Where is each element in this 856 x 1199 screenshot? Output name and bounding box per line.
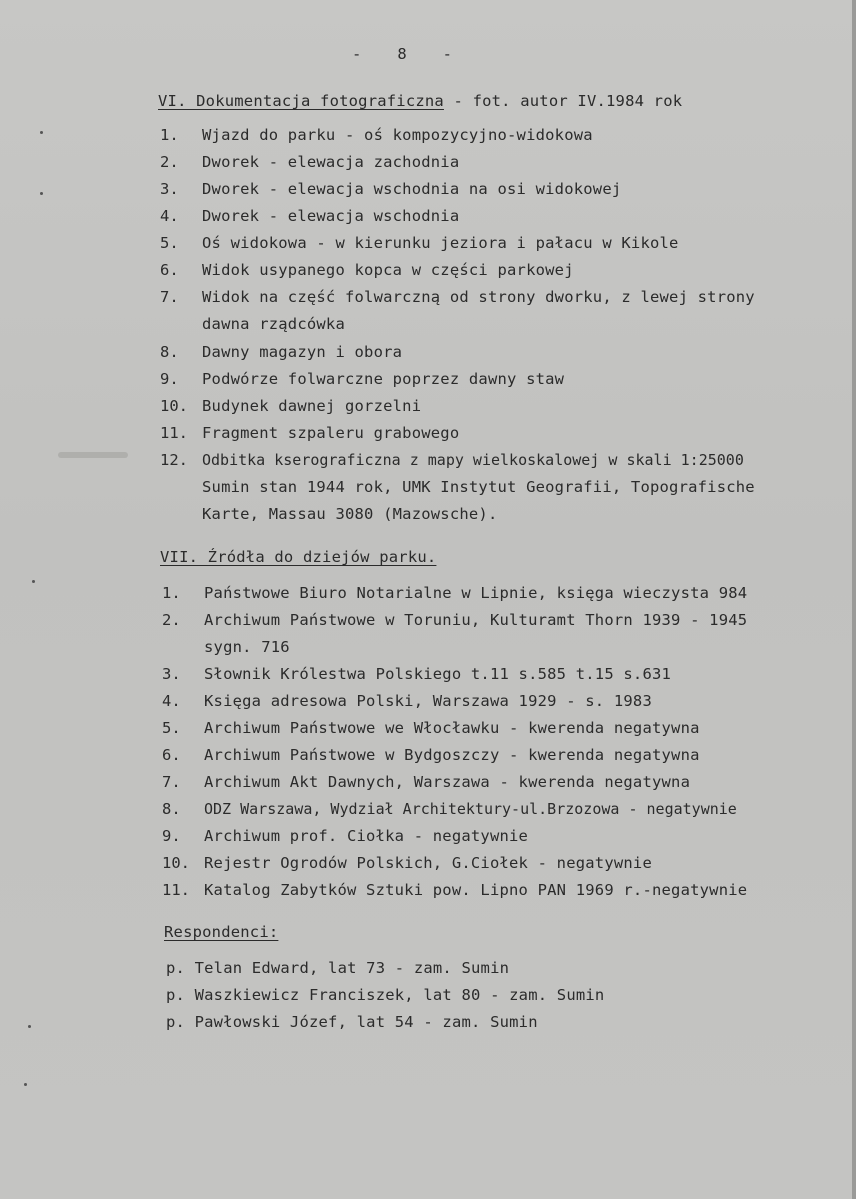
list-item-continuation: Sumin stan 1944 rok, UMK Instytut Geografii, Topografische xyxy=(202,478,755,496)
list-item-number: 11. xyxy=(160,424,188,442)
list-item-number: 12. xyxy=(160,451,188,469)
list-item-continuation: Karte, Massau 3080 (Mazowsche). xyxy=(202,505,498,523)
page-number: - 8 - xyxy=(352,45,454,63)
section-6-title: VI. Dokumentacja fotograficzna xyxy=(158,92,444,110)
list-item: Księga adresowa Polski, Warszawa 1929 - s. 1983 xyxy=(204,692,652,710)
page-edge xyxy=(852,0,856,1199)
list-item-number: 11. xyxy=(162,881,190,899)
list-item: Rejestr Ogrodów Polskich, G.Ciołek - negatywnie xyxy=(204,854,652,872)
list-item-number: 1. xyxy=(162,584,181,602)
list-item: ODZ Warszawa, Wydział Architektury-ul.Brzozowa - negatywnie xyxy=(204,800,737,818)
list-item-number: 6. xyxy=(162,746,181,764)
list-item-number: 1. xyxy=(160,126,179,144)
list-item: Fragment szpaleru grabowego xyxy=(202,424,460,442)
list-item: Archiwum Państwowe we Włocławku - kwerenda negatywna xyxy=(204,719,700,737)
list-item-number: 6. xyxy=(160,261,179,279)
list-item: Oś widokowa - w kierunku jeziora i pałacu w Kikole xyxy=(202,234,679,252)
list-item-number: 4. xyxy=(162,692,181,710)
list-item: Katalog Zabytków Sztuki pow. Lipno PAN 1969 r.-negatywnie xyxy=(204,881,748,899)
margin-speck xyxy=(40,131,43,134)
list-item-number: 9. xyxy=(162,827,181,845)
list-item: Podwórze folwarczne poprzez dawny staw xyxy=(202,370,565,388)
list-item: Słownik Królestwa Polskiego t.11 s.585 t.15 s.631 xyxy=(204,665,672,683)
section-6-title-suffix: - fot. autor IV.1984 rok xyxy=(443,92,683,110)
respondent-entry: p. Waszkiewicz Franciszek, lat 80 - zam. Sumin xyxy=(166,986,605,1004)
list-item-number: 3. xyxy=(160,180,179,198)
section-6-heading xyxy=(158,92,682,110)
list-item-number: 3. xyxy=(162,665,181,683)
list-item-number: 7. xyxy=(160,288,179,306)
list-item-number: 10. xyxy=(162,854,190,872)
list-item: Wjazd do parku - oś kompozycyjno-widokowa xyxy=(202,126,593,144)
margin-speck xyxy=(28,1025,31,1028)
list-item-continuation: dawna rządcówka xyxy=(202,315,345,333)
list-item-number: 8. xyxy=(162,800,181,818)
list-item: Archiwum Państwowe w Toruniu, Kulturamt Thorn 1939 - 1945 xyxy=(204,611,748,629)
list-item-number: 2. xyxy=(160,153,179,171)
respondents-heading: Respondenci: xyxy=(164,923,279,941)
list-item: Widok na część folwarczną od strony dworku, z lewej strony xyxy=(202,288,755,306)
list-item-number: 2. xyxy=(162,611,181,629)
list-item: Dawny magazyn i obora xyxy=(202,343,403,361)
list-item-number: 5. xyxy=(162,719,181,737)
section-7-heading: VII. Źródła do dziejów parku. xyxy=(160,548,437,566)
list-item-number: 8. xyxy=(160,343,179,361)
list-item: Archiwum Państwowe w Bydgoszczy - kwerenda negatywna xyxy=(204,746,700,764)
list-item: Archiwum prof. Ciołka - negatywnie xyxy=(204,827,529,845)
list-item-number: 10. xyxy=(160,397,188,415)
list-item: Archiwum Akt Dawnych, Warszawa - kwerenda negatywna xyxy=(204,773,691,791)
list-item: Dworek - elewacja wschodnia na osi widokowej xyxy=(202,180,622,198)
list-item: Dworek - elewacja zachodnia xyxy=(202,153,460,171)
list-item: Widok usypanego kopca w części parkowej xyxy=(202,261,574,279)
list-item-number: 4. xyxy=(160,207,179,225)
margin-speck xyxy=(40,192,43,195)
list-item: Odbitka kserograficzna z mapy wielkoskalowej w skali 1:25000 xyxy=(202,451,744,469)
list-item-number: 9. xyxy=(160,370,179,388)
margin-speck xyxy=(32,580,35,583)
list-item-number: 7. xyxy=(162,773,181,791)
list-item-continuation: sygn. 716 xyxy=(204,638,290,656)
respondent-entry: p. Pawłowski Józef, lat 54 - zam. Sumin xyxy=(166,1013,538,1031)
list-item: Państwowe Biuro Notarialne w Lipnie, księga wieczysta 984 xyxy=(204,584,748,602)
margin-speck xyxy=(24,1083,27,1086)
respondent-entry: p. Telan Edward, lat 73 - zam. Sumin xyxy=(166,959,510,977)
list-item: Dworek - elewacja wschodnia xyxy=(202,207,460,225)
list-item-number: 5. xyxy=(160,234,179,252)
list-item: Budynek dawnej gorzelni xyxy=(202,397,422,415)
margin-smudge xyxy=(58,452,128,458)
